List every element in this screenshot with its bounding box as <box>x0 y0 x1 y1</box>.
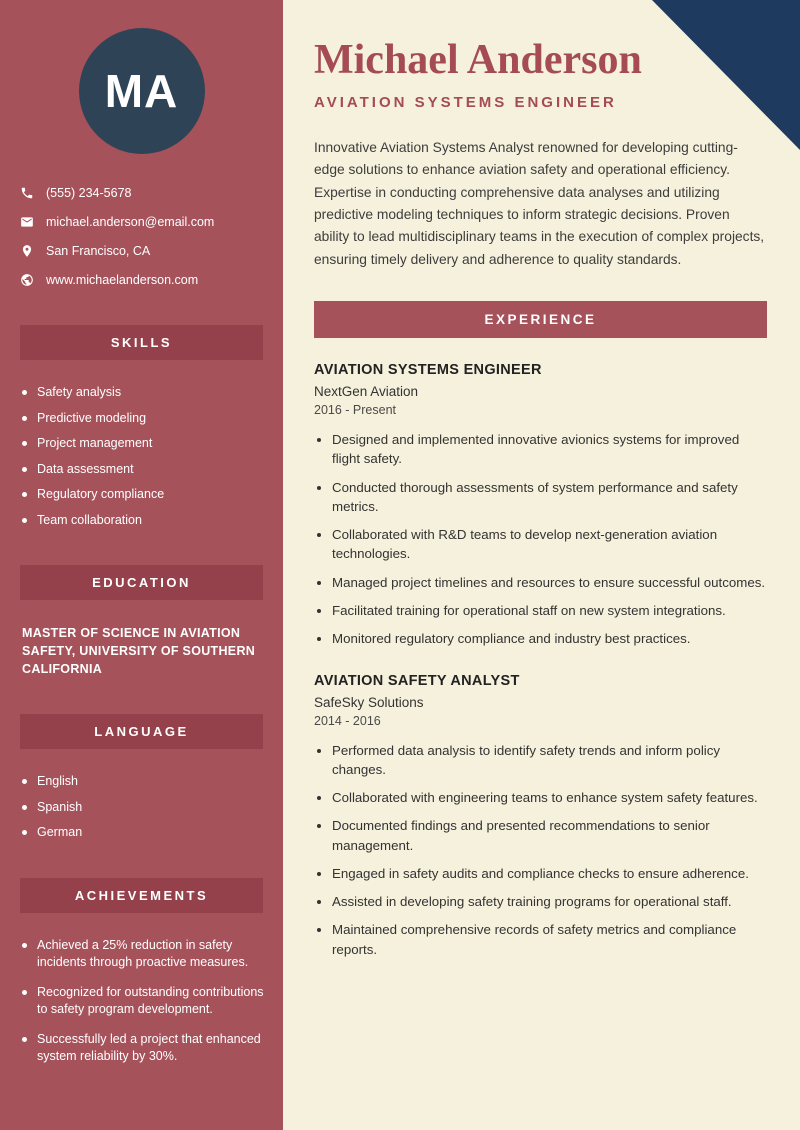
skill-item: Safety analysis <box>22 384 265 402</box>
experience-heading: EXPERIENCE <box>314 301 767 338</box>
contact-phone <box>20 186 267 200</box>
achievement-item: Achieved a 25% reduction in safety incidents through proactive measures. <box>22 937 265 972</box>
job-bullet: • Maintained comprehensive records of safety metrics and compliance reports. <box>332 920 767 959</box>
summary-paragraph: Innovative Aviation Systems Analyst renowned for developing cutting-edge solutions to enhance aviation safety and operational efficiency. Expertise in conducting comprehensive data analyses and utilizing predictive modeling techniques to inform strategic decisions. Proven ability to lead multidisciplinary teams in the execution of complex projects, ensuring timely delivery and adherence to quality standards. <box>314 140 765 267</box>
job-bullet: • Monitored regulatory compliance and industry best practices. <box>332 629 767 648</box>
globe-icon <box>20 273 34 287</box>
job-entry <box>314 362 767 648</box>
phone-icon <box>20 186 34 200</box>
avatar-initials: MA <box>104 65 179 117</box>
job-bullet: • Assisted in developing safety training programs for operational staff. <box>332 892 767 911</box>
job-bullet: • Designed and implemented innovative avionics systems for improved flight safety. <box>332 430 767 469</box>
skill-item: Data assessment <box>22 461 265 479</box>
job-bullet: • Managed project timelines and resources to ensure successful outcomes. <box>332 573 767 592</box>
contact-email <box>20 215 267 229</box>
achievement-item: Recognized for outstanding contributions to safety program development. <box>22 984 265 1019</box>
skill-item: Regulatory compliance <box>22 486 265 504</box>
skill-item: Predictive modeling <box>22 410 265 428</box>
achievements-list <box>22 937 265 1066</box>
language-list <box>22 773 265 842</box>
job-bullet: • Engaged in safety audits and compliance checks to ensure adherence. <box>332 864 767 883</box>
language-item: Spanish <box>22 799 265 817</box>
job-bullet-list <box>314 430 767 648</box>
job-company: NextGen Aviation <box>314 384 419 400</box>
job-bullet: • Documented findings and presented recommendations to senior management. <box>332 816 767 855</box>
contact-email-value: michael.anderson@email.com <box>46 215 215 229</box>
skill-item: Team collaboration <box>22 512 265 530</box>
job-bullet: • Performed data analysis to identify safety trends and inform policy changes. <box>332 741 767 780</box>
language-heading: LANGUAGE <box>20 714 263 749</box>
job-bullet: • Collaborated with R&D teams to develop next-generation aviation technologies. <box>332 525 767 564</box>
skill-item: Project management <box>22 435 265 453</box>
main-content <box>283 0 800 1130</box>
location-pin-icon <box>20 244 34 258</box>
professional-title: AVIATION SYSTEMS ENGINEER <box>314 94 617 112</box>
contact-phone-value: (555) 234-5678 <box>46 186 132 200</box>
page-title: Michael Anderson <box>314 37 642 83</box>
email-icon <box>20 215 34 229</box>
education-degree: MASTER OF SCIENCE IN AVIATION SAFETY, UNIVERSITY OF SOUTHERN CALIFORNIA <box>22 626 256 677</box>
job-company: SafeSky Solutions <box>314 694 424 710</box>
language-item: German <box>22 824 265 842</box>
job-bullet: • Collaborated with engineering teams to enhance system safety features. <box>332 788 767 807</box>
job-title: AVIATION SAFETY ANALYST <box>314 672 520 689</box>
skills-heading: SKILLS <box>20 325 263 360</box>
avatar <box>79 28 205 154</box>
job-bullet-list <box>314 741 767 959</box>
contact-location <box>20 244 267 258</box>
sidebar <box>0 0 283 1130</box>
achievements-heading: ACHIEVEMENTS <box>20 878 263 913</box>
job-entry <box>314 673 767 959</box>
job-dates: 2014 - 2016 <box>314 713 381 728</box>
skills-list <box>22 384 265 529</box>
language-item: English <box>22 773 265 791</box>
job-bullet: • Facilitated training for operational staff on new system integrations. <box>332 601 767 620</box>
education-heading: EDUCATION <box>20 565 263 600</box>
job-title: AVIATION SYSTEMS ENGINEER <box>314 362 542 379</box>
job-bullet: • Conducted thorough assessments of system performance and safety metrics. <box>332 478 767 517</box>
contact-website-value: www.michaelanderson.com <box>46 273 199 287</box>
contact-location-value: San Francisco, CA <box>46 244 151 258</box>
corner-triangle-decoration <box>652 0 800 150</box>
contact-section <box>20 186 267 287</box>
achievement-item: Successfully led a project that enhanced system reliability by 30%. <box>22 1031 265 1066</box>
contact-website <box>20 273 267 287</box>
job-dates: 2016 - Present <box>314 403 396 418</box>
